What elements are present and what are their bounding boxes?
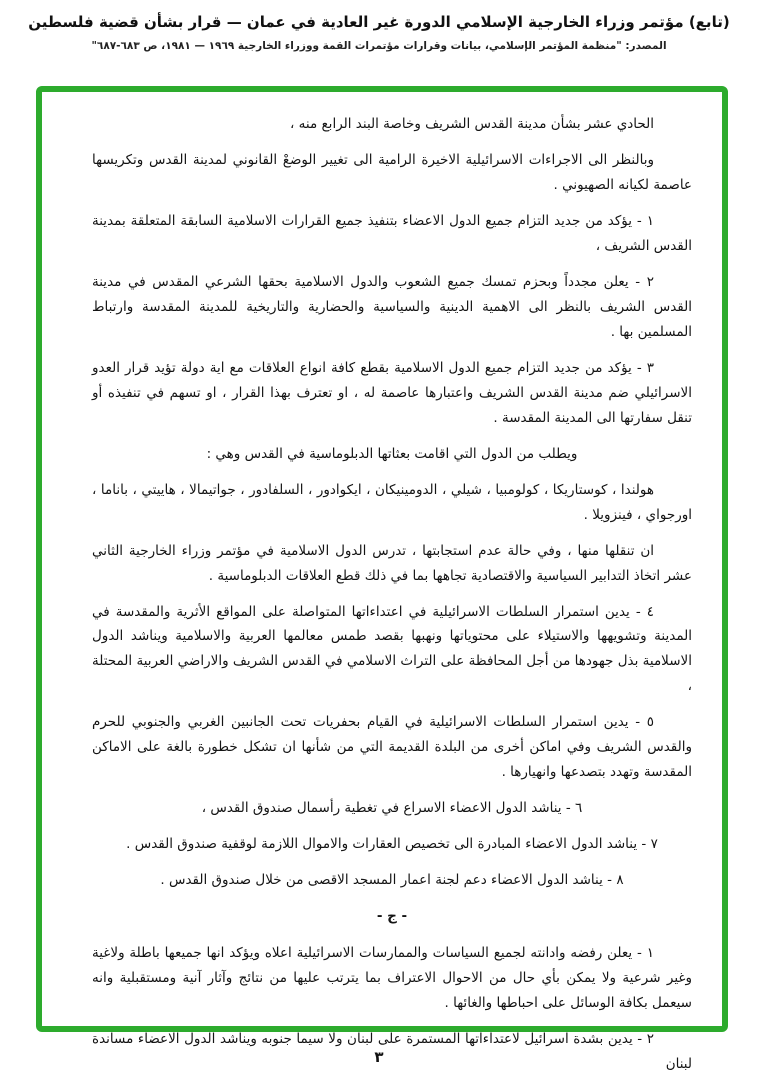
paragraph-item-3: ٣ - يؤكد من جديد التزام جميع الدول الاسلامية بقطع كافة انواع العلاقات مع اية دولة تؤيد قرار العدو الاسرائيلي ضم مدينة القدس الشريف واعتبارها عاصمة له ، او تعترف بهذا القرار ، او تسهم في تنفيذه أو تنقل سفارتها الى المدينة المقدسة . [92,359,692,426]
paragraph-item-7: ٧ - يناشد الدول الاعضاء المبادرة الى تخصيص العقارات والاموال اللازمة لوقفية صندوق القدس . [126,836,658,853]
paragraph-item-6: ٦ - يناشد الدول الاعضاء الاسراع في تغطية رأسمال صندوق القدس ، [201,800,583,817]
paragraph-section-c-item-2: ٢ - يدين بشدة اسرائيل لاعتداءاتها المستمرة على لبنان ولا سيما جنوبه ويناشد الدول الاعضاء مساندة لبنان [92,1031,692,1073]
paragraph-item-1: ١ - يؤكد من جديد التزام جميع الدول الاعضاء بتنفيذ جميع القرارات الاسلامية السابقة المتعلقة بمدينة القدس الشريف ، [92,212,692,254]
paragraph-item-8: ٨ - يناشد الدول الاعضاء دعم لجنة اعمار المسجد الاقصى من خلال صندوق القدس . [160,872,624,889]
document-body-frame [36,86,728,1073]
section-marker-jeem: - ج - [376,908,408,925]
paragraph-item-5: ٥ - يدين استمرار السلطات الاسرائيلية في القيام بحفريات تحت الجانبين الغربي والجنوبي للحرم والقدس الشريف وفي اماكن أخرى من البلدة القديمة التي من شأنها ان تشكل خطورة بالغة على الاماكن المقدسة وتهدد بتصدعها وانهيارها . [92,714,692,781]
paragraph-item-2: ٢ - يعلن مجدداً وبحزم تمسك جميع الشعوب والدول الاسلامية بحقها الشرعي المقدس في مدينة القدس الشريف بالنظر الى الاهمية الدينية والسياسية والحضارية والتاريخية للمدينة المقدسة وارتباط المسلمين بها . [92,273,692,340]
paragraph-item-4: ٤ - يدين استمرار السلطات الاسرائيلية في اعتداءاتها المتواصلة على المواقع الأثرية والمقدسة في المدينة وتشويهها والاستيلاء على محتوياتها ونهبها بقصد طمس معالمها العربية والاسلامية ويناشد الدول الاسلامية بذل جهودها من أجل المحافظة على التراث الاسلامي في القدس الشريف والاراضي العربية المحتلة ، [92,603,692,695]
paragraph-section-c-item-1: ١ - يعلن رفضه وادانته لجميع السياسات والممارسات الاسرائيلية اعلاه ويؤكد انها جميعها باطلة ولاغية وغير شرعية ولا يمكن بأي حال من الاحوال الاعتراف بما يترتب عليها من نتائج وآثار آنية ومستقبلية وانه سيعمل بكافة الوسائل على احباطها والغائها . [92,945,692,1012]
document-header [0,0,758,52]
paragraph-preamble: وبالنظر الى الاجراءات الاسرائيلية الاخيرة الرامية الى تغيير الوضعْ القانوني لمدينة القدس وتكريسها عاصمة لكيانه الصهيوني . [92,151,692,193]
paragraph-relocation-clause: ان تنقلها منها ، وفي حالة عدم استجابتها ، تدرس الدول الاسلامية في مؤتمر وزراء الخارجية الثاني عشر اتخاذ التدابير السياسية والاقتصادية تجاهها بما في ذلك قطع العلاقات الدبلوماسية . [92,542,692,584]
document-title: (تابع) مؤتمر وزراء الخارجية الإسلامي الدورة غير العادية في عمان — قرار بشأن قضية فلسطين [28,13,730,31]
page-number: ٣ [374,1048,384,1066]
paragraph-request-intro: ويطلب من الدول التي اقامت بعثاتها الدبلوماسية في القدس وهي : [206,445,578,462]
paragraph-clause-eleven: الحادي عشر بشأن مدينة القدس الشريف وخاصة البند الرابع منه ، [290,116,654,132]
document-source-line: المصدر: "منظمة المؤتمر الإسلامي، بيانات وقرارات مؤتمرات القمة ووزراء الخارجية ١٩٦٩ — ١٩٨١، ص ٦٨٣-٦٨٧" [91,40,667,52]
paragraph-countries-list: هولندا ، كوستاريكا ، كولومبيا ، شيلي ، الدومينيكان ، ايكوادور ، السلفادور ، جواتيمالا ، هاييتي ، باناما ، اورجواي ، فينزويلا . [92,481,692,523]
